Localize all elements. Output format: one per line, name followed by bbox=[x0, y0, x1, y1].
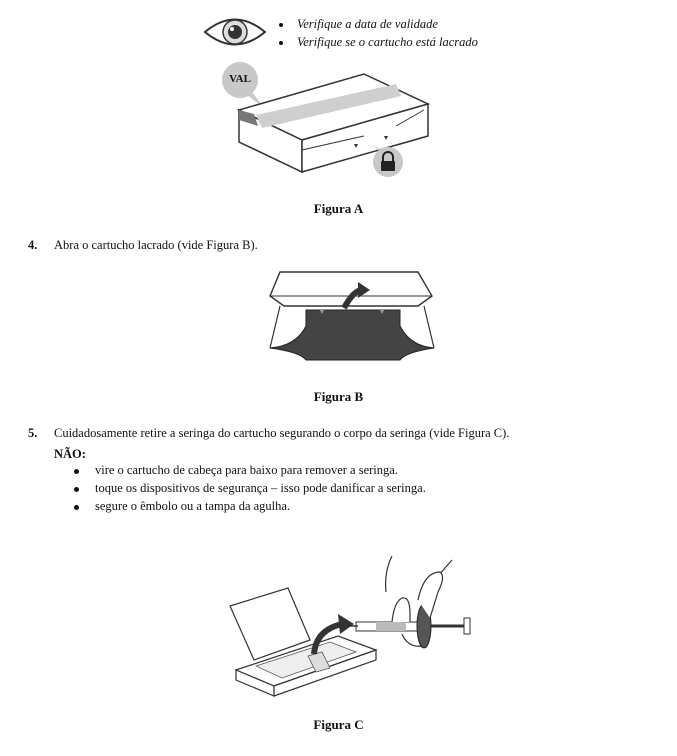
val-label: VAL bbox=[229, 73, 251, 85]
step-4-number: 4. bbox=[28, 238, 38, 252]
checklist-item-expiry: Verifique a data de validade bbox=[297, 17, 438, 31]
step-4-text: Abra o cartucho lacrado (vide Figura B). bbox=[54, 238, 258, 252]
figure-c-caption: Figura C bbox=[313, 717, 364, 732]
eye-icon bbox=[203, 13, 267, 51]
step-5-text: Cuidadosamente retire a seringa do cartucho segurando o corpo da seringa (vide Figura C). bbox=[54, 426, 510, 440]
step-5-number: 5. bbox=[28, 426, 38, 440]
nao-bullet-1: vire o cartucho de cabeça para baixo para remover a seringa. bbox=[95, 463, 398, 477]
figure-b-caption: Figura B bbox=[313, 389, 364, 404]
figure-a-caption: Figura A bbox=[313, 201, 364, 216]
nao-bullet-3: segure o êmbolo ou a tampa da agulha. bbox=[95, 499, 291, 513]
lock-icon bbox=[368, 140, 408, 180]
checklist-item-sealed: Verifique se o cartucho está lacrado bbox=[297, 35, 478, 49]
syringe-removal-illustration bbox=[226, 552, 481, 700]
nao-heading: NÃO: bbox=[54, 447, 86, 461]
nao-bullet-2: toque os dispositivos de segurança – isso pode danificar a seringa. bbox=[95, 481, 426, 495]
open-carton-illustration bbox=[266, 270, 438, 370]
